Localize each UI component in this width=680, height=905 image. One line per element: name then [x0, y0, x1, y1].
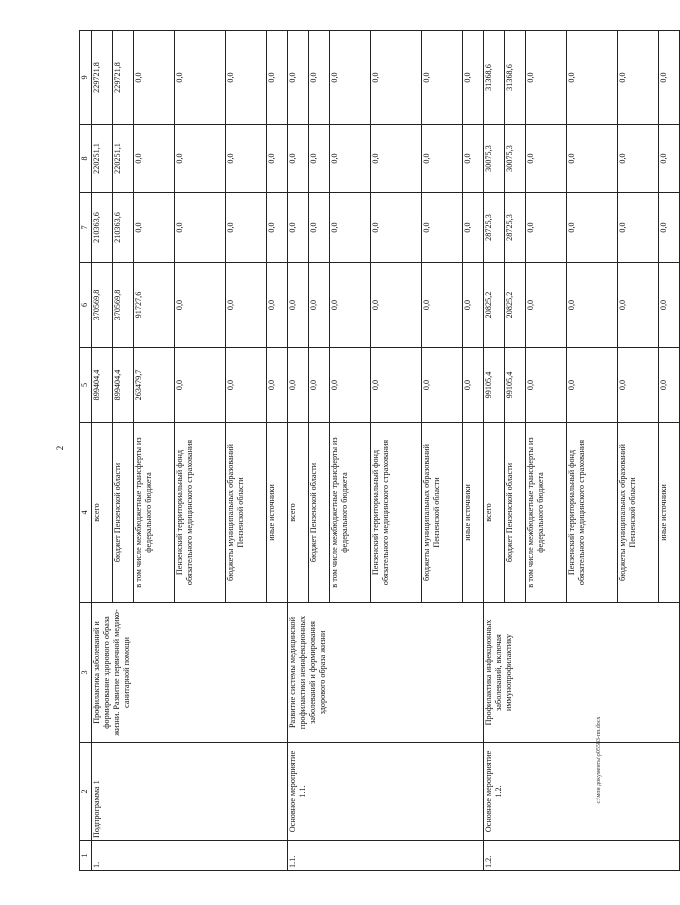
- amount-cell: 0,0: [618, 348, 659, 423]
- amount-cell: 0,0: [134, 193, 175, 263]
- amount-cell: 99105,4: [484, 348, 505, 423]
- program-name-cell: Основное мероприятие 1.1.: [288, 743, 484, 841]
- amount-cell: 0,0: [659, 348, 680, 423]
- amount-cell: 0,0: [267, 31, 288, 125]
- table-row: [92, 31, 113, 871]
- funding-source-cell: иные источники: [659, 423, 680, 603]
- amount-cell: 30075,3: [505, 125, 526, 193]
- funding-source-cell: в том числе межбюджетные трансферты из федерального бюджета: [526, 423, 567, 603]
- amount-cell: 0,0: [226, 31, 267, 125]
- amount-cell: 0,0: [422, 193, 463, 263]
- amount-cell: 91727,6: [134, 263, 175, 348]
- item-number-cell: 1.2.: [484, 841, 680, 871]
- amount-cell: 0,0: [567, 348, 618, 423]
- amount-cell: 20825,2: [484, 263, 505, 348]
- amount-cell: 229721,8: [92, 31, 113, 125]
- amount-cell: 30075,3: [484, 125, 505, 193]
- amount-cell: 210363,6: [92, 193, 113, 263]
- amount-cell: 0,0: [330, 263, 371, 348]
- amount-cell: 0,0: [371, 193, 422, 263]
- amount-cell: 0,0: [330, 31, 371, 125]
- amount-cell: 0,0: [330, 348, 371, 423]
- program-description-cell: Профилактика инфекционных заболеваний, включая иммунопрофилактику: [484, 603, 680, 743]
- program-name-cell: Основное мероприятие 1.2.: [484, 743, 680, 841]
- amount-cell: 0,0: [288, 31, 309, 125]
- table-row: [484, 31, 505, 871]
- funding-source-cell: в том числе межбюджетные трансферты из федерального бюджета: [134, 423, 175, 603]
- amount-cell: 0,0: [526, 31, 567, 125]
- amount-cell: 0,0: [330, 125, 371, 193]
- amount-cell: 0,0: [659, 125, 680, 193]
- amount-cell: 0,0: [134, 125, 175, 193]
- amount-cell: 0,0: [618, 263, 659, 348]
- funding-source-cell: всего: [288, 423, 309, 603]
- amount-cell: 0,0: [618, 193, 659, 263]
- table-row: [288, 31, 309, 871]
- amount-cell: 0,0: [309, 263, 330, 348]
- amount-cell: 0,0: [526, 125, 567, 193]
- amount-cell: 0,0: [659, 193, 680, 263]
- amount-cell: 0,0: [463, 263, 484, 348]
- amount-cell: 0,0: [288, 125, 309, 193]
- program-description-cell: Профилактика заболеваний и формирование здорового образа жизни. Развитие первичной медико-санитарной помощи: [92, 603, 288, 743]
- amount-cell: 0,0: [175, 348, 226, 423]
- amount-cell: 0,0: [567, 193, 618, 263]
- amount-cell: 370569,8: [92, 263, 113, 348]
- amount-cell: 0,0: [618, 31, 659, 125]
- amount-cell: 0,0: [567, 263, 618, 348]
- funding-source-cell: бюджет Пензенской области: [113, 423, 134, 603]
- amount-cell: 0,0: [267, 193, 288, 263]
- amount-cell: 210363,6: [113, 193, 134, 263]
- amount-cell: 0,0: [267, 263, 288, 348]
- amount-cell: 0,0: [288, 193, 309, 263]
- program-description-cell: Развитие системы медицинской профилактики неинфекционных заболеваний и формирования здорового образа жизни: [288, 603, 484, 743]
- column-number-header: 1: [80, 841, 92, 871]
- amount-cell: 0,0: [659, 263, 680, 348]
- column-number-header: 7: [80, 193, 92, 263]
- amount-cell: 0,0: [267, 125, 288, 193]
- amount-cell: 0,0: [267, 348, 288, 423]
- amount-cell: 0,0: [526, 348, 567, 423]
- amount-cell: 0,0: [288, 263, 309, 348]
- amount-cell: 370569,8: [113, 263, 134, 348]
- funding-source-cell: Пензенский территориальный фонд обязательного медицинского страхования: [567, 423, 618, 603]
- amount-cell: 0,0: [134, 31, 175, 125]
- funding-source-cell: Пензенский территориальный фонд обязательного медицинского страхования: [175, 423, 226, 603]
- amount-cell: 0,0: [371, 125, 422, 193]
- amount-cell: 0,0: [422, 31, 463, 125]
- amount-cell: 0,0: [226, 348, 267, 423]
- amount-cell: 0,0: [175, 125, 226, 193]
- amount-cell: 0,0: [526, 263, 567, 348]
- funding-source-cell: в том числе межбюджетные трансферты из федерального бюджета: [330, 423, 371, 603]
- amount-cell: 0,0: [463, 31, 484, 125]
- amount-cell: 0,0: [371, 348, 422, 423]
- funding-source-cell: иные источники: [267, 423, 288, 603]
- amount-cell: 220251,1: [92, 125, 113, 193]
- amount-cell: 0,0: [567, 31, 618, 125]
- financing-table: [79, 30, 680, 871]
- amount-cell: 0,0: [175, 263, 226, 348]
- column-number-header: 8: [80, 125, 92, 193]
- amount-cell: 99105,4: [505, 348, 526, 423]
- amount-cell: 0,0: [175, 31, 226, 125]
- funding-source-cell: бюджеты муниципальных образований Пензенской области: [226, 423, 267, 603]
- column-number-header: 3: [80, 603, 92, 743]
- amount-cell: 31368,6: [484, 31, 505, 125]
- amount-cell: 0,0: [309, 125, 330, 193]
- amount-cell: 0,0: [226, 125, 267, 193]
- amount-cell: 0,0: [463, 125, 484, 193]
- amount-cell: 263479,7: [134, 348, 175, 423]
- amount-cell: 220251,1: [113, 125, 134, 193]
- funding-source-cell: иные источники: [463, 423, 484, 603]
- column-number-header: 9: [80, 31, 92, 125]
- amount-cell: 0,0: [226, 193, 267, 263]
- amount-cell: 0,0: [422, 263, 463, 348]
- amount-cell: 20825,2: [505, 263, 526, 348]
- column-number-header: 4: [80, 423, 92, 603]
- column-number-header: 6: [80, 263, 92, 348]
- funding-source-cell: Пензенский территориальный фонд обязательного медицинского страхования: [371, 423, 422, 603]
- column-number-header: 5: [80, 348, 92, 423]
- amount-cell: 0,0: [309, 31, 330, 125]
- amount-cell: 0,0: [288, 348, 309, 423]
- amount-cell: 0,0: [371, 31, 422, 125]
- program-name-cell: Подпрограмма 1: [92, 743, 288, 841]
- funding-source-cell: бюджеты муниципальных образований Пензенской области: [422, 423, 463, 603]
- funding-source-cell: бюджет Пензенской области: [309, 423, 330, 603]
- amount-cell: 0,0: [422, 348, 463, 423]
- amount-cell: 0,0: [422, 125, 463, 193]
- item-number-cell: 1.1.: [288, 841, 484, 871]
- amount-cell: 899404,4: [92, 348, 113, 423]
- amount-cell: 0,0: [463, 348, 484, 423]
- funding-source-cell: всего: [92, 423, 113, 603]
- amount-cell: 229721,8: [113, 31, 134, 125]
- amount-cell: 0,0: [659, 31, 680, 125]
- amount-cell: 0,0: [309, 193, 330, 263]
- amount-cell: 0,0: [330, 193, 371, 263]
- funding-source-cell: бюджеты муниципальных образований Пензенской области: [618, 423, 659, 603]
- column-number-header: 2: [80, 743, 92, 841]
- amount-cell: 28725,3: [505, 193, 526, 263]
- amount-cell: 0,0: [309, 348, 330, 423]
- amount-cell: 0,0: [567, 125, 618, 193]
- rotated-table-container: [79, 31, 668, 871]
- page-number: 2: [55, 445, 65, 451]
- amount-cell: 899404,4: [113, 348, 134, 423]
- funding-source-cell: всего: [484, 423, 505, 603]
- footer-file-path: c:\мои документы\р05583-пп.docx: [596, 716, 602, 804]
- amount-cell: 31368,6: [505, 31, 526, 125]
- amount-cell: 0,0: [226, 263, 267, 348]
- funding-source-cell: бюджет Пензенской области: [505, 423, 526, 603]
- column-number-row: [80, 31, 92, 871]
- amount-cell: 0,0: [463, 193, 484, 263]
- amount-cell: 0,0: [618, 125, 659, 193]
- amount-cell: 28725,3: [484, 193, 505, 263]
- item-number-cell: 1.: [92, 841, 288, 871]
- amount-cell: 0,0: [175, 193, 226, 263]
- amount-cell: 0,0: [526, 193, 567, 263]
- amount-cell: 0,0: [371, 263, 422, 348]
